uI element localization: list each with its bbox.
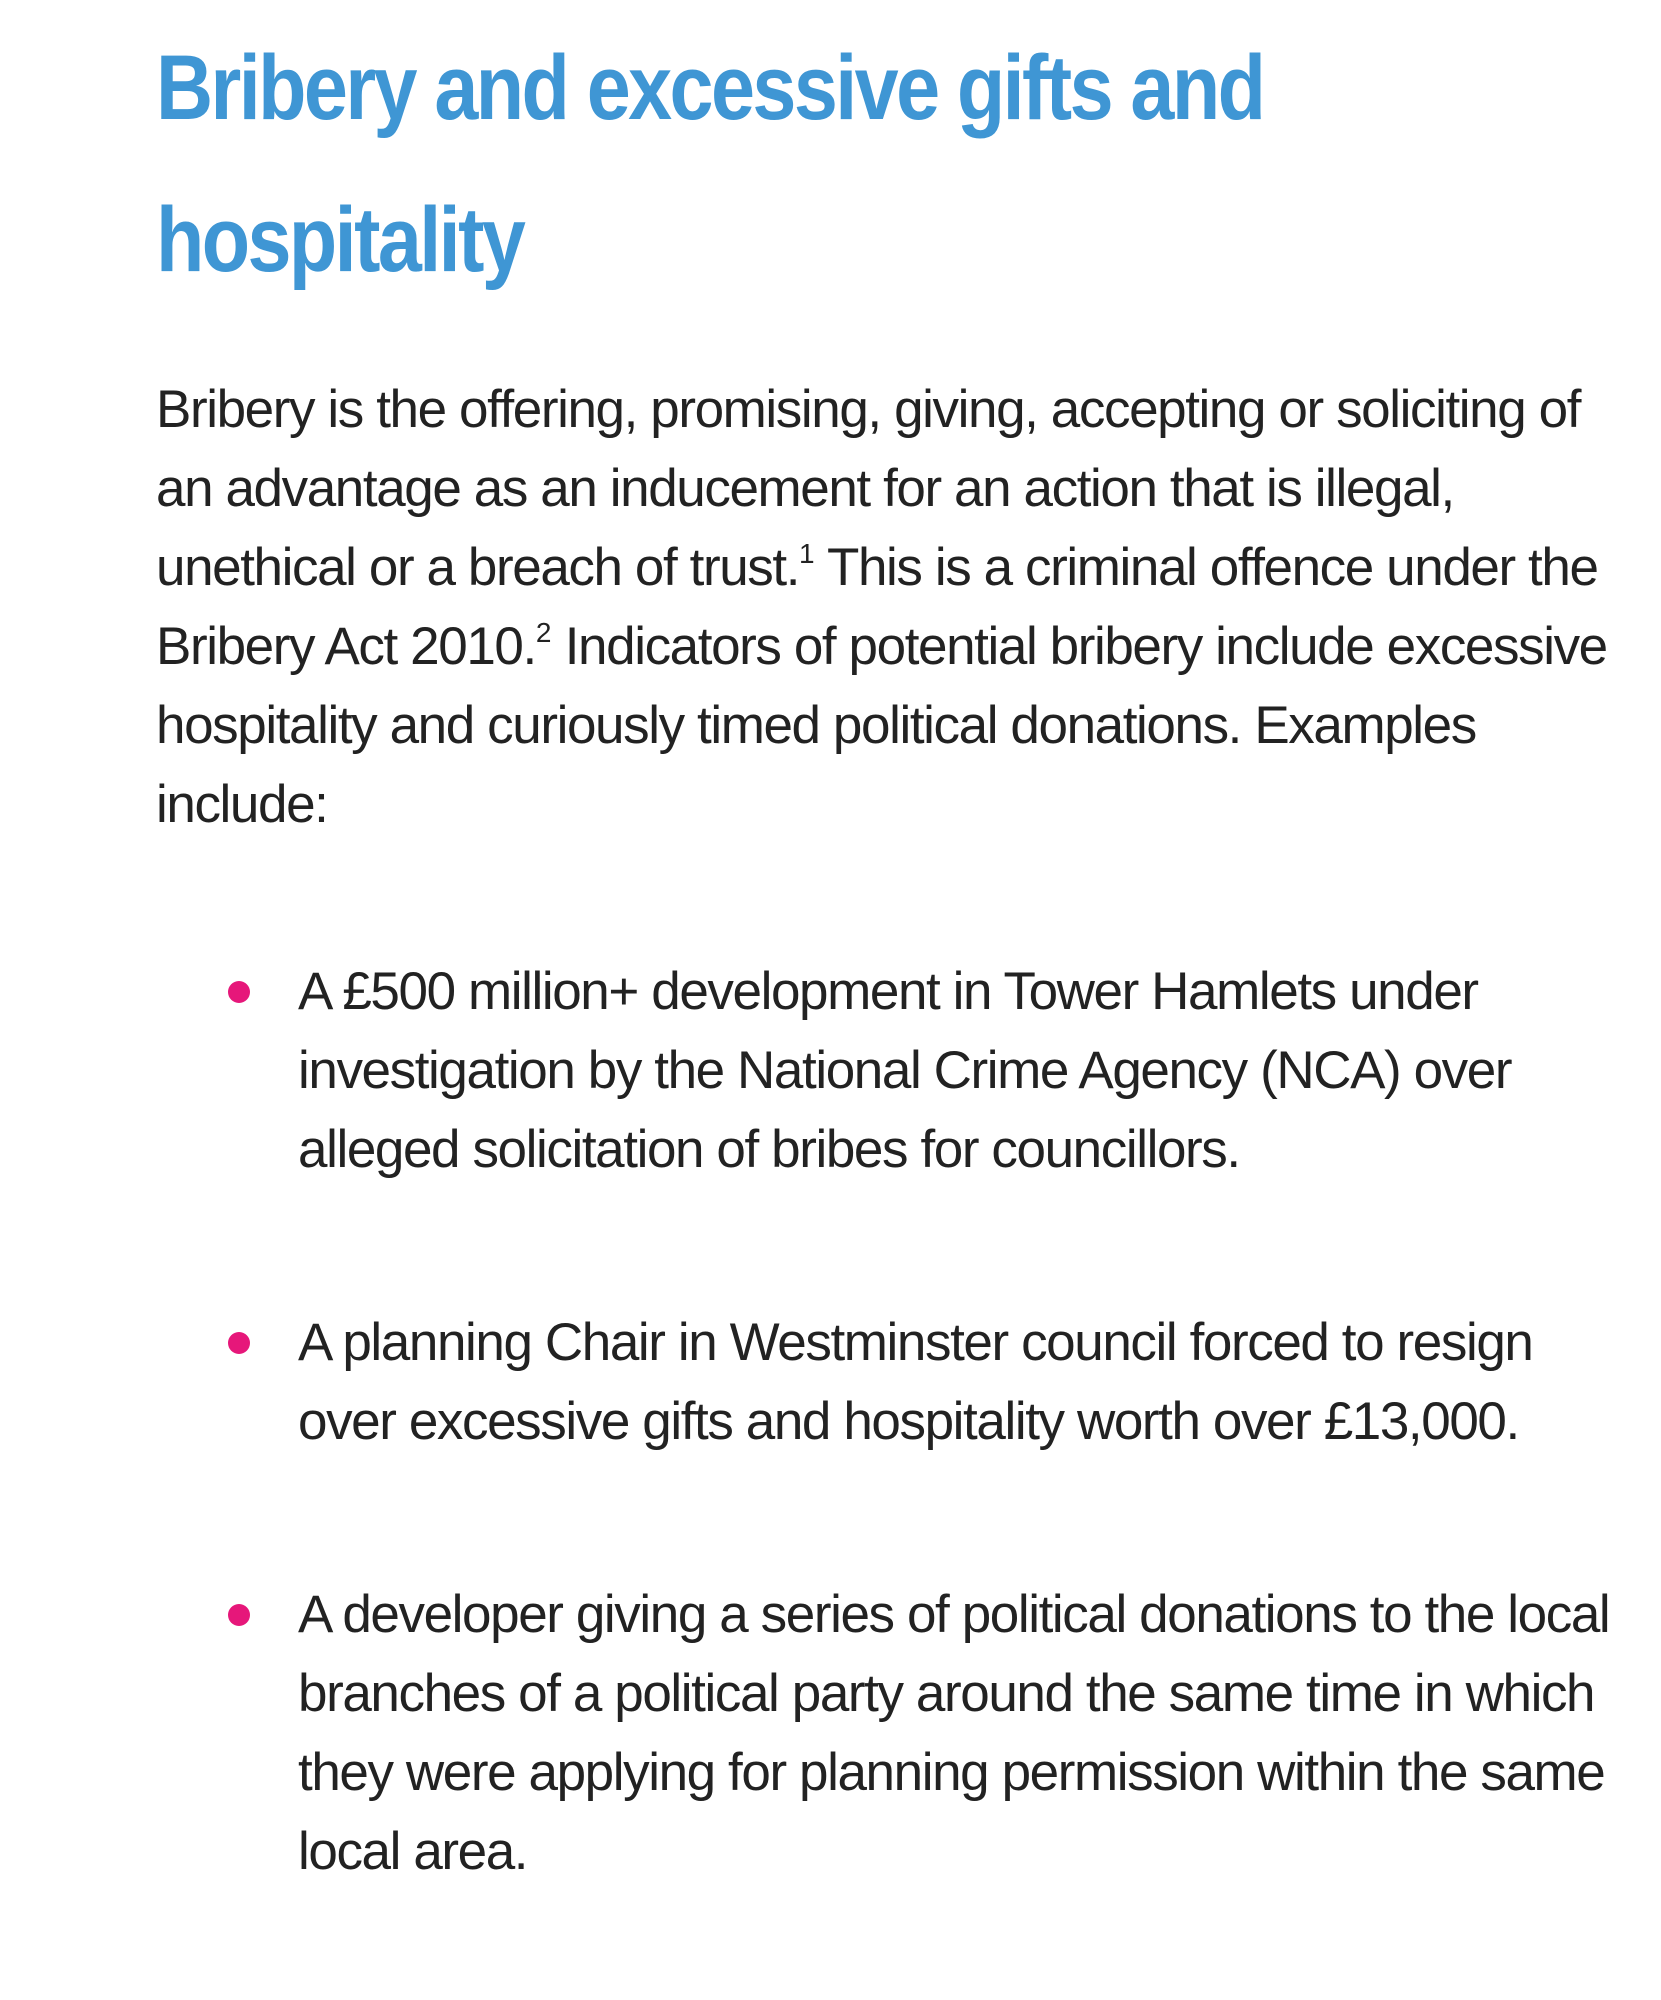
list-item — [156, 1575, 1618, 1891]
list-item-text: A developer giving a series of political donations to the local branches of a political party around the same time in which they were applying for planning permission within the same local area. — [298, 1585, 1610, 1881]
examples-list — [156, 952, 1621, 1891]
intro-text-part-1: Bribery is the offering, promising, giving, accepting or soliciting of an advantage as an inducement for an action that is illegal, unethical or a breach of trust. — [156, 380, 1581, 597]
list-item-text: A planning Chair in Westminster council forced to resign over excessive gifts and hospitality worth over £13,000. — [298, 1313, 1533, 1451]
section-heading: Bribery and excessive gifts and hospitality — [156, 37, 1264, 291]
bullet-dot-icon — [228, 1332, 250, 1354]
intro-text-part-2: This is a criminal offence under the Bribery Act 2010. — [156, 538, 1598, 676]
footnote-marker-1: 1 — [799, 538, 815, 569]
bullet-dot-icon — [228, 981, 250, 1003]
list-item — [156, 952, 1618, 1189]
list-item — [156, 1303, 1618, 1461]
footnote-marker-2: 2 — [535, 617, 552, 648]
bullet-dot-icon — [228, 1604, 250, 1626]
list-item-text: A £500 million+ development in Tower Hamlets under investigation by the National Crime Agency (NCA) over alleged solicitation of bribes for councillors. — [298, 962, 1512, 1179]
intro-paragraph — [156, 370, 1636, 844]
intro-text-part-3: Indicators of potential bribery include excessive hospitality and curiously timed political donations. Examples include: — [156, 617, 1607, 834]
